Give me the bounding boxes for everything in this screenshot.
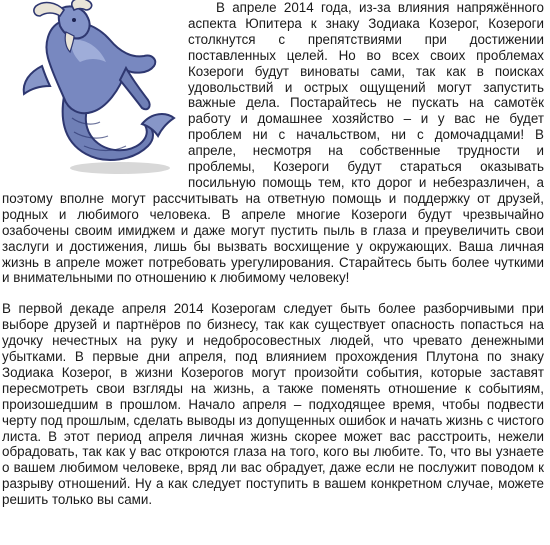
sea-goat-front-leg: [120, 68, 150, 109]
sea-goat-eye: [72, 18, 76, 22]
capricorn-sea-goat-icon: [2, 0, 180, 178]
article-paragraph: В апреле 2014 года, из-за влияния напряжённого аспекта Юпитера к знаку Зодиака Козерог, Козероги столкнутся с препятствиями при достижении поставленных целей. Но во всех своих проблемах Козероги будут виноваты сами, так как в поисках удовольствий и острых ощущений могут запустить важные дела. Постарайтесь не пускать на самотёк работу и домашнее хозяйство – и у вас не будет проблем ни с начальством, ни с домочадцами! В апреле, несмотря на собственные трудности и проблемы, Козероги будут стараться оказывать посильную помощь тем, кто дорог и небезразличен, а поэтому вполне могут рассчитывать на ответную помощь и поддержку от друзей, родных и любимого человека. В апреле многие Козероги будут чрезвычайно озабочены своим имиджем и даже могут пустить пыль в глаза и преувеличить свои заслуги и достижения, лишь бы вызвать восхищение у окружающих. Ваша личная жизнь в апреле может потребовать урегулирования. Старайтесь быть более чуткими и внимательными по отношению к любимому человеку!: [2, 0, 544, 286]
sea-goat-side-fin: [24, 66, 50, 94]
article-paragraph: В первой декаде апреля 2014 Козерогам следует быть более разборчивыми при выборе друзей и партнёров по бизнесу, так как существует опасность попасться на удочку нечестных на руку и недобросовестных людей, что чревато денежными убытками. В первые дни апреля, под влиянием прохождения Плутона по знаку Зодиака Козерог, в жизни Козерогов могут произойти события, которые заставят пересмотреть свои взгляды на жизнь, а также поменять отношение к событиям, произошедшим в прошлом. Начало апреля – подходящее время, чтобы подвести черту под прошлым, сделать выводы из допущенных ошибок и начать жизнь с чистого листа. В этот период апреля личная жизнь скорее может вас расстроить, нежели обрадовать, так как у вас откроются глаза на того, кого вы любите. То, что вы узнаете о вашем любимом человеке, вряд ли вас обрадует, даже если не послужит поводом к разрыву отношений. Ну а как следует поступить в вашем конкретном случае, можете решить только вы сами.: [2, 301, 544, 508]
sea-goat-horn-2: [72, 0, 92, 10]
sea-goat-horn: [34, 3, 64, 16]
capricorn-illustration: [2, 0, 180, 178]
horoscope-article: [2, 0, 544, 508]
illustration-shadow: [70, 162, 170, 174]
